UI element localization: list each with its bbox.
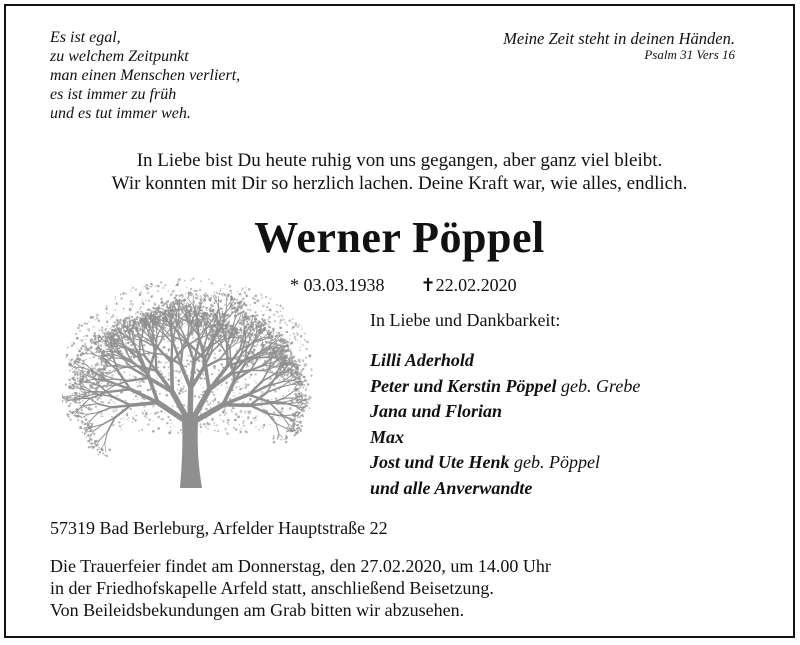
family-member-name: Peter und Kerstin Pöppel — [370, 375, 557, 396]
family-list — [370, 348, 640, 501]
obituary-notice — [4, 4, 795, 638]
tree-icon — [62, 274, 318, 498]
details-line: Die Trauerfeier findet am Donnerstag, den 27.02.2020, um 14.00 Uhr — [50, 556, 551, 576]
bible-quote — [503, 29, 735, 62]
poem-line: man einen Menschen verliert, — [50, 67, 241, 84]
funeral-details — [50, 555, 551, 621]
poem-line: und es tut immer weh. — [50, 105, 191, 122]
family-member-name: Jana und Florian — [370, 401, 503, 421]
family-member — [370, 425, 640, 451]
family-member — [370, 450, 640, 476]
intro-line: Wir konnten mit Dir so herzlich lachen. Deine Kraft war, wie alles, endlich. — [111, 173, 688, 194]
family-member-name: und alle Anverwandte — [370, 477, 533, 498]
life-dates — [290, 274, 517, 296]
poem-line: Es ist egal, — [50, 29, 121, 46]
deceased-name: Werner Pöppel — [254, 213, 545, 262]
family-member-name: Lilli Aderhold — [370, 350, 474, 370]
family-member — [370, 374, 640, 400]
poem — [50, 28, 240, 123]
cross-icon: ✝ — [420, 275, 436, 295]
family-member-name: Jost und Ute Henk — [370, 452, 510, 472]
address: 57319 Bad Berleburg, Arfelder Hauptstraße 22 — [50, 518, 388, 538]
family-member-note: geb. Pöppel — [509, 452, 601, 472]
tree-illustration — [62, 274, 318, 498]
poem-line: es ist immer zu früh — [50, 86, 177, 103]
birth-date: * 03.03.1938 — [290, 275, 385, 295]
family-member — [370, 348, 640, 374]
poem-line: zu welchem Zeitpunkt — [50, 48, 189, 65]
death-date: 22.02.2020 — [435, 275, 517, 295]
family-member-name: Max — [370, 426, 405, 447]
intro-line: In Liebe bist Du heute ruhig von uns gegangen, aber ganz viel bleibt. — [136, 150, 663, 171]
details-line: in der Friedhofskapelle Arfeld statt, anschließend Beisetzung. — [50, 578, 494, 598]
family-member-note: geb. Grebe — [556, 375, 641, 396]
intro-text — [6, 149, 793, 195]
quote-source: Psalm 31 Vers 16 — [644, 47, 735, 62]
thanks-heading: In Liebe und Dankbarkeit: — [370, 310, 561, 330]
quote-text: Meine Zeit steht in deinen Händen. — [503, 29, 735, 48]
details-line: Von Beileidsbekundungen am Grab bitten wir abzusehen. — [50, 600, 465, 620]
family-member — [370, 476, 640, 502]
family-member — [370, 399, 640, 425]
